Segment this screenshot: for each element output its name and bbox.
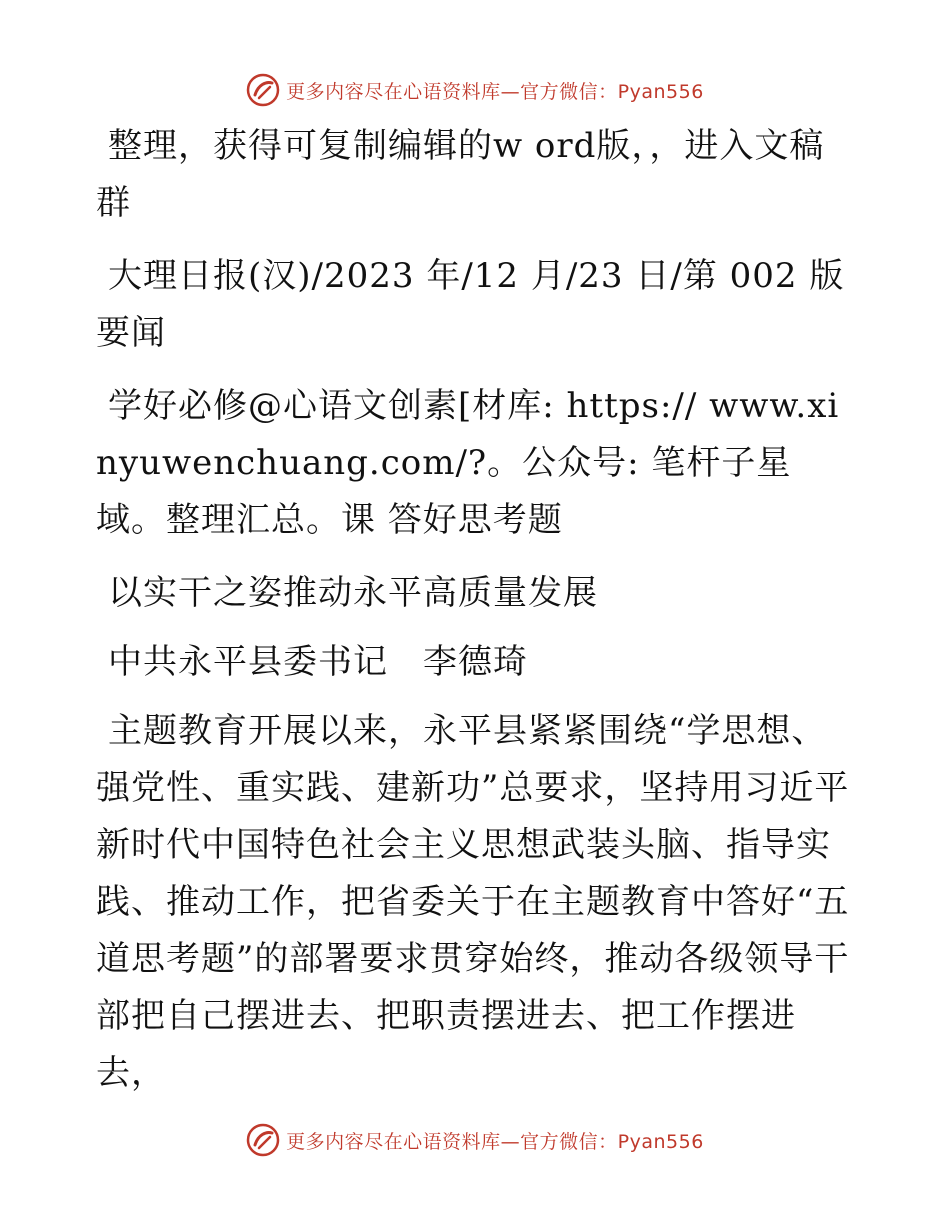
- header-watermark-banner: [0, 70, 950, 110]
- source-line: 大理日报(汉)/2023 年/12 月/23 日/第 002 版要闻: [96, 256, 845, 353]
- document-body: [96, 118, 856, 1118]
- brand-logo-icon: [246, 1123, 280, 1157]
- footer-watermark-banner: [0, 1120, 950, 1160]
- banner-text: 更多内容尽在心语资料库—官方微信：Pyan556: [286, 80, 704, 103]
- article-title: 以实干之姿推动永平高质量发展: [108, 573, 598, 613]
- banner-text: 更多内容尽在心语资料库—官方微信：Pyan556: [286, 1130, 704, 1153]
- brand-logo-icon: [246, 73, 280, 107]
- promo-paragraph: 学好必修@心语文创素[材库: https:// www.xinyuwenchuang.com/?。公众号: 笔杆子星域。整理汇总。课 答好思考题: [96, 386, 840, 540]
- author-line: 中共永平县委书记 李德琦: [108, 642, 528, 682]
- intro-paragraph: 整理，获得可复制编辑的w ord版，，进入文稿群: [96, 126, 825, 223]
- body-paragraph: 主题教育开展以来，永平县紧紧围绕“学思想、强党性、重实践、建新功”总要求，坚持用习近平新时代中国特色社会主义思想武装头脑、指导实践、推动工作，把省委关于在主题教育中答好“五道思考题”的部署要求贯穿始终，推动各级领导干部把自己摆进去、把职责摆进去、把工作摆进去，: [96, 711, 850, 1093]
